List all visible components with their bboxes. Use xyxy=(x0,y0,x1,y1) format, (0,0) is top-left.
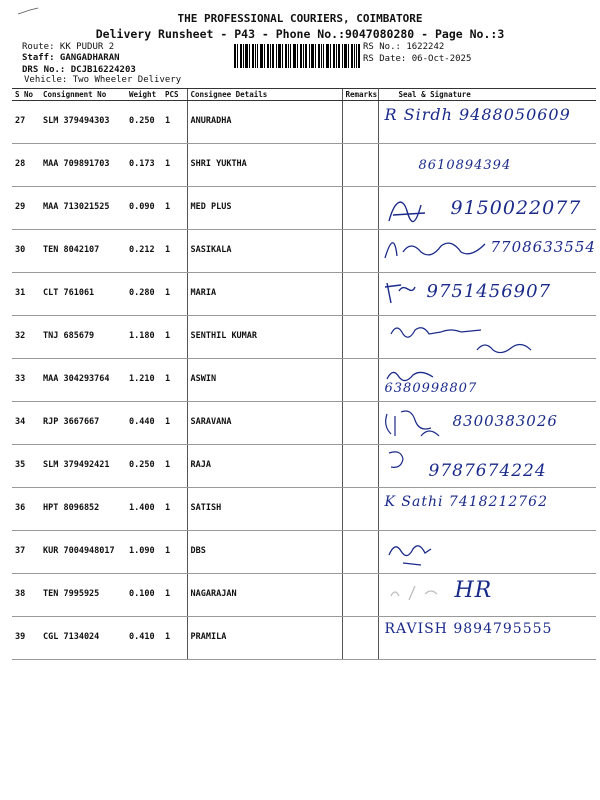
row-signature xyxy=(378,101,596,144)
row-remarks xyxy=(342,144,378,187)
row-remarks xyxy=(342,574,378,617)
row-remarks xyxy=(342,445,378,488)
row-signature xyxy=(378,488,596,531)
row-sno: 36 xyxy=(12,488,40,531)
row-consignment: RJP 3667667 xyxy=(40,402,126,445)
row-sno: 27 xyxy=(12,101,40,144)
signature-text: 8300383026 xyxy=(452,412,558,430)
row-consignee: RAJA xyxy=(187,445,342,488)
row-sno: 31 xyxy=(12,273,40,316)
row-remarks xyxy=(342,187,378,230)
signature-scribble-icon xyxy=(381,277,421,307)
route-label: Route: KK PUDUR 2 xyxy=(22,42,115,52)
row-signature xyxy=(378,144,596,187)
row-weight: 0.410 xyxy=(126,617,162,660)
signature-text: 9150022077 xyxy=(450,197,582,219)
table-header-row xyxy=(12,89,596,101)
row-remarks xyxy=(342,359,378,402)
signature-scribble-icon xyxy=(381,578,451,608)
row-sno: 37 xyxy=(12,531,40,574)
row-pcs: 1 xyxy=(162,273,187,316)
row-consignment: MAA 709891703 xyxy=(40,144,126,187)
col-header-consignment: Consignment No xyxy=(40,89,126,101)
row-signature xyxy=(378,402,596,445)
barcode-icon xyxy=(234,44,360,68)
signature-scribble-icon xyxy=(381,234,491,264)
table-row xyxy=(12,273,596,316)
row-weight: 1.090 xyxy=(126,531,162,574)
drs-label: DRS No.: DCJB16224203 xyxy=(22,65,136,75)
row-consignment: HPT 8096852 xyxy=(40,488,126,531)
row-sno: 35 xyxy=(12,445,40,488)
row-signature xyxy=(378,617,596,660)
table-row xyxy=(12,144,596,187)
row-pcs: 1 xyxy=(162,445,187,488)
row-signature xyxy=(378,187,596,230)
row-pcs: 1 xyxy=(162,187,187,230)
signature-text: 9787674224 xyxy=(428,461,547,481)
row-remarks xyxy=(342,488,378,531)
runsheet-table xyxy=(12,88,596,660)
row-signature xyxy=(378,230,596,273)
row-pcs: 1 xyxy=(162,531,187,574)
row-sno: 38 xyxy=(12,574,40,617)
vehicle-label: Vehicle: Two Wheeler Delivery xyxy=(24,75,182,85)
row-consignment: MAA 713021525 xyxy=(40,187,126,230)
col-header-pcs: PCS xyxy=(162,89,187,101)
row-weight: 1.400 xyxy=(126,488,162,531)
row-consignee: PRAMILA xyxy=(187,617,342,660)
table-row xyxy=(12,359,596,402)
row-signature xyxy=(378,273,596,316)
row-signature xyxy=(378,574,596,617)
row-consignee: SARAVANA xyxy=(187,402,342,445)
row-consignment: TNJ 685679 xyxy=(40,316,126,359)
row-weight: 0.250 xyxy=(126,445,162,488)
row-sno: 34 xyxy=(12,402,40,445)
row-pcs: 1 xyxy=(162,230,187,273)
row-consignee: MED PLUS xyxy=(187,187,342,230)
row-consignment: MAA 304293764 xyxy=(40,359,126,402)
row-remarks xyxy=(342,230,378,273)
row-consignment: KUR 7004948017 xyxy=(40,531,126,574)
row-consignment: CGL 7134024 xyxy=(40,617,126,660)
row-weight: 1.180 xyxy=(126,316,162,359)
row-signature xyxy=(378,359,596,402)
row-consignment: TEN 7995925 xyxy=(40,574,126,617)
signature-text: RAVISH 9894795555 xyxy=(384,621,553,637)
signature-text: 7708633554 xyxy=(490,238,596,256)
row-consignee: NAGARAJAN xyxy=(187,574,342,617)
row-pcs: 1 xyxy=(162,488,187,531)
row-signature xyxy=(378,316,596,359)
row-pcs: 1 xyxy=(162,617,187,660)
staff-label: Staff: GANGADHARAN xyxy=(22,53,120,63)
row-weight: 0.212 xyxy=(126,230,162,273)
row-sno: 32 xyxy=(12,316,40,359)
row-pcs: 1 xyxy=(162,402,187,445)
table-row xyxy=(12,531,596,574)
table-row xyxy=(12,488,596,531)
row-remarks xyxy=(342,273,378,316)
row-sno: 33 xyxy=(12,359,40,402)
row-remarks xyxy=(342,316,378,359)
rs-no-label: RS No.: 1622242 xyxy=(363,42,445,52)
row-sno: 28 xyxy=(12,144,40,187)
table-row xyxy=(12,445,596,488)
row-consignee: SHRI YUKTHA xyxy=(187,144,342,187)
signature-scribble-icon xyxy=(381,320,551,360)
row-consignee: ANURADHA xyxy=(187,101,342,144)
row-consignee: SENTHIL KUMAR xyxy=(187,316,342,359)
row-weight: 0.250 xyxy=(126,101,162,144)
row-pcs: 1 xyxy=(162,316,187,359)
row-remarks xyxy=(342,402,378,445)
row-sno: 29 xyxy=(12,187,40,230)
col-header-weight: Weight xyxy=(126,89,162,101)
signature-text: 9751456907 xyxy=(426,281,552,302)
signature-text: 6380998807 xyxy=(384,381,478,396)
row-remarks xyxy=(342,531,378,574)
signature-text: R Sirdh 9488050609 xyxy=(384,105,571,124)
row-consignee: MARIA xyxy=(187,273,342,316)
row-consignment: TEN 8042107 xyxy=(40,230,126,273)
row-weight: 0.100 xyxy=(126,574,162,617)
table-row xyxy=(12,617,596,660)
row-signature xyxy=(378,531,596,574)
signature-scribble-icon xyxy=(381,406,451,446)
signature-text: K Sathi 7418212762 xyxy=(384,494,548,510)
row-pcs: 1 xyxy=(162,359,187,402)
signature-scribble-icon xyxy=(381,191,441,231)
table-row xyxy=(12,402,596,445)
table-row xyxy=(12,316,596,359)
row-consignee: ASWIN xyxy=(187,359,342,402)
signature-scribble-icon xyxy=(381,535,441,575)
row-weight: 0.280 xyxy=(126,273,162,316)
row-weight: 0.173 xyxy=(126,144,162,187)
signature-text: 8610894394 xyxy=(418,158,512,173)
signature-scribble-icon xyxy=(381,449,421,473)
row-consignment: SLM 379494303 xyxy=(40,101,126,144)
col-header-signature: Seal & Signature xyxy=(378,89,596,101)
row-weight: 0.440 xyxy=(126,402,162,445)
table-row xyxy=(12,230,596,273)
row-remarks xyxy=(342,101,378,144)
row-pcs: 1 xyxy=(162,144,187,187)
signature-text: HR xyxy=(454,578,493,603)
row-weight: 1.210 xyxy=(126,359,162,402)
row-remarks xyxy=(342,617,378,660)
table-row xyxy=(12,187,596,230)
row-weight: 0.090 xyxy=(126,187,162,230)
row-sno: 39 xyxy=(12,617,40,660)
rs-date-label: RS Date: 06-Oct-2025 xyxy=(363,54,472,64)
row-consignee: SATISH xyxy=(187,488,342,531)
row-pcs: 1 xyxy=(162,101,187,144)
row-consignee: DBS xyxy=(187,531,342,574)
runsheet-subtitle: Delivery Runsheet - P43 - Phone No.:9047080280 - Page No.:3 xyxy=(95,27,505,41)
row-signature xyxy=(378,445,596,488)
row-consignment: SLM 379492421 xyxy=(40,445,126,488)
row-pcs: 1 xyxy=(162,574,187,617)
row-consignment: CLT 761061 xyxy=(40,273,126,316)
company-title: THE PROFESSIONAL COURIERS, COIMBATORE xyxy=(177,12,423,25)
col-header-consignee: Consignee Details xyxy=(187,89,342,101)
col-header-sno: S No xyxy=(12,89,40,101)
row-sno: 30 xyxy=(12,230,40,273)
col-header-remarks: Remarks xyxy=(342,89,378,101)
table-row xyxy=(12,101,596,144)
table-row xyxy=(12,574,596,617)
row-consignee: SASIKALA xyxy=(187,230,342,273)
